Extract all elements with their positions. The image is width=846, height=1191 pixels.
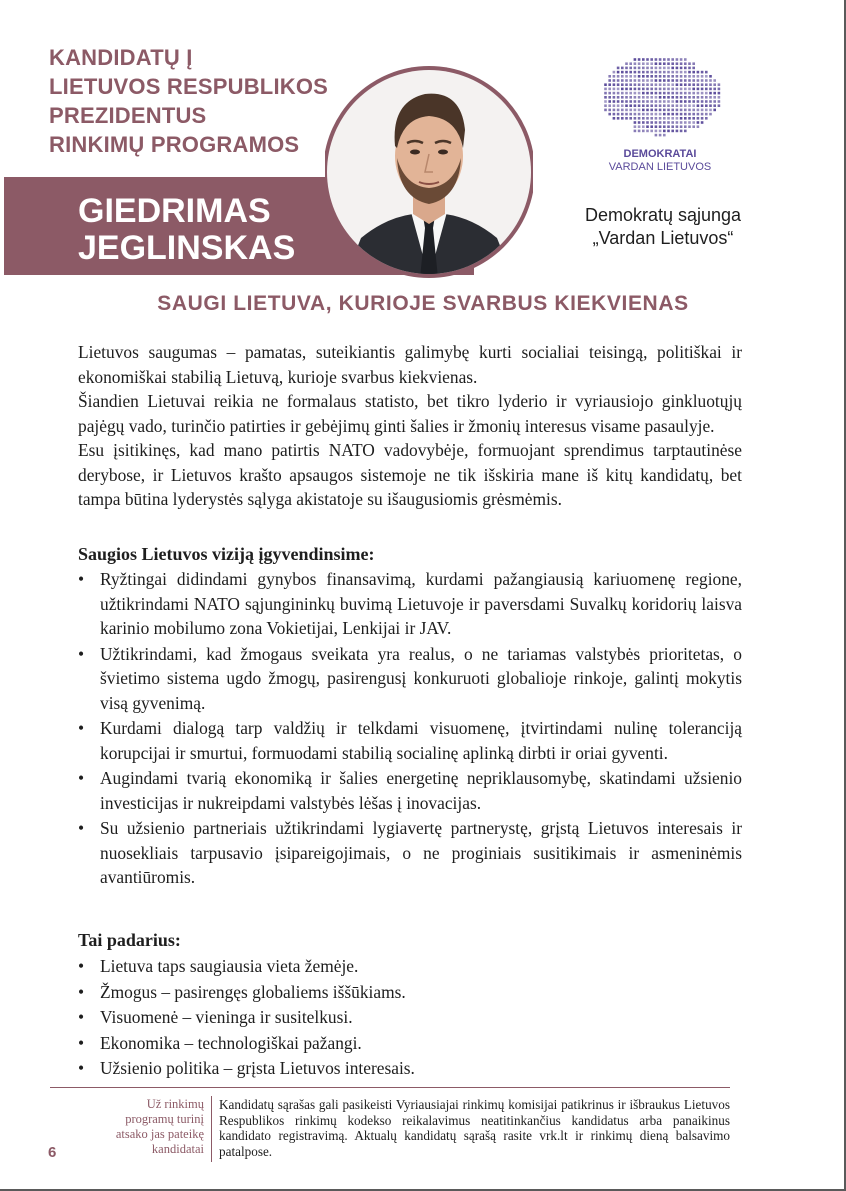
candidate-portrait [325, 38, 533, 278]
bullet-icon: • [78, 1058, 85, 1078]
vision-item-text: Augindami tvarią ekonomiką ir šalies energetinę nepriklausomybę, skatindami užsienio investicijas ir nukreipdami valstybės lėšas į inovacijas. [100, 768, 742, 813]
vision-item-text: Užtikrindami, kad žmogaus sveikata yra realus, o ne tariamas valstybės prioritetas, o švietimo sistema ugdo žmogų, pasirengusį konkuruoti globalioje rinkoje, galintį mokytis visą gyvenimą. [100, 643, 742, 713]
program-heading-line: RINKIMŲ PROGRAMOS [49, 132, 300, 157]
intro-paragraph: Šiandien Lietuvai reikia ne formalaus statisto, bet tikro lyderio ir vyriausiojo ginkluotųjų pajėgų vado, turinčio patirties ir gebėjimų ginti šalies ir žmonių interesus visame pasaulyje. [78, 391, 742, 436]
vision-item-text: Kurdami dialogą tarp valdžių ir telkdami visuomenę, įtvirtindami nulinę toleranciją korupcijai ir smurtui, formuodami stabilią socialinę aplinką dirbti ir oriai gyventi. [100, 718, 742, 763]
bullet-icon: • [78, 643, 85, 664]
program-heading-line: PREZIDENTUS [49, 103, 207, 128]
vision-heading: Saugios Lietuvos viziją įgyvendinsime: [78, 544, 375, 564]
list-item [78, 642, 742, 716]
bullet-icon: • [78, 981, 85, 1002]
candidate-last-name: JEGLINSKAS [78, 229, 296, 267]
list-item [78, 816, 742, 890]
bullet-icon: • [78, 718, 85, 738]
party-name-line: Demokratų sąjunga [584, 205, 742, 225]
bullet-icon: • [78, 569, 85, 589]
program-heading [49, 43, 349, 159]
list-item [78, 567, 742, 641]
footer-note-line: Už rinkimų [146, 1097, 204, 1111]
result-item-text: Lietuva taps saugiausia vieta žemėje. [100, 956, 359, 976]
vision-list [78, 567, 742, 891]
footer-responsibility-note [112, 1097, 204, 1157]
slogan-heading: SAUGI LIETUVA, KURIOJE SVARBUS KIEKVIENAS [157, 292, 689, 315]
list-item [78, 954, 578, 980]
party-logo-map-icon [590, 50, 730, 145]
vision-item-text: Su užsienio partneriais užtikrindami lygiavertę partnerystę, grįstą Lietuvos interesais ir nuosekliais tarpusavio įsipareigojimais, o ne proginiais susitikimais ir asmeninėmis avantiūromis. [100, 818, 742, 887]
result-item-text: Visuomenė – vieninga ir susitelkusi. [100, 1007, 353, 1027]
intro-text [78, 340, 742, 512]
party-logo-subtext: VARDAN LIETUVOS [608, 161, 712, 173]
results-list [78, 954, 578, 1082]
intro-paragraph: Lietuvos saugumas – pamatas, suteikiantis galimybę kurti socialiai teisingą, politiškai ir ekonomiškai stabilią Lietuvą, kurioje svarbus kiekvienas. [78, 342, 742, 387]
page-number: 6 [48, 1144, 57, 1161]
list-item [78, 716, 742, 765]
footer-divider-line [50, 1087, 730, 1088]
result-item-text: Žmogus – pasirengęs globaliems iššūkiams. [100, 981, 406, 1002]
list-item [78, 1031, 578, 1057]
list-item [78, 980, 578, 1006]
list-item [78, 766, 742, 815]
result-item-text: Užsienio politika – grįsta Lietuvos interesais. [100, 1058, 415, 1078]
bullet-icon: • [78, 768, 85, 788]
footer-vertical-divider [211, 1096, 212, 1162]
vision-item-text: Ryžtingai didindami gynybos finansavimą, kurdami pažangiausią kariuomenę regione, užtikrindami NATO sąjungininkų buvimą Lietuvoje ir paversdami Suvalkų koridorių laisva karinio mobilumo zona Vokietijai, Lenkijai ir JAV. [100, 569, 742, 638]
footer-note-line: kandidatai [151, 1142, 204, 1156]
bullet-icon: • [78, 956, 85, 976]
footer-disclaimer: Kandidatų sąrašas gali pasikeisti Vyriausiajai rinkimų komisijai patikrinus ir išbraukus Lietuvos Respublikos rinkimų kodekso reikalavimus neatitinkančius kandidatus arba panaikinus kandidato registravimą. Aktualų kandidatų sąrašą rasite vrk.lt ir rinkimų dieną balsavimo patalpose. [219, 1097, 730, 1159]
party-name-line: „Vardan Lietuvos“ [592, 228, 734, 248]
intro-paragraph: Esu įsitikinęs, kad mano patirtis NATO vadovybėje, formuojant sprendimus tarptautinėse derybose, ir Lietuvos krašto apsaugos sistemoje ne tik išskiria mane iš kitų kandidatų, bet tampa būtina lyderystės sąlyga akistatoje su išaugusiomis grėsmėmis. [78, 440, 742, 509]
footer-note-line: programų turinį [125, 1112, 204, 1126]
bullet-icon: • [78, 818, 85, 838]
bullet-icon: • [78, 1007, 85, 1027]
bullet-icon: • [78, 1032, 85, 1053]
result-item-text: Ekonomika – technologiškai pažangi. [100, 1032, 362, 1053]
list-item [78, 1056, 578, 1082]
party-name [548, 204, 778, 250]
program-heading-line: LIETUVOS RESPUBLIKOS [49, 74, 329, 99]
list-item [78, 1005, 578, 1031]
party-logo-text: DEMOKRATAI [623, 148, 697, 160]
program-heading-line: KANDIDATŲ Į [49, 45, 193, 70]
candidate-name [78, 193, 295, 267]
candidate-first-name: GIEDRIMAS [78, 192, 271, 230]
results-heading: Tai padarius: [78, 930, 181, 950]
footer-note-line: atsako jas pateikę [115, 1127, 204, 1141]
